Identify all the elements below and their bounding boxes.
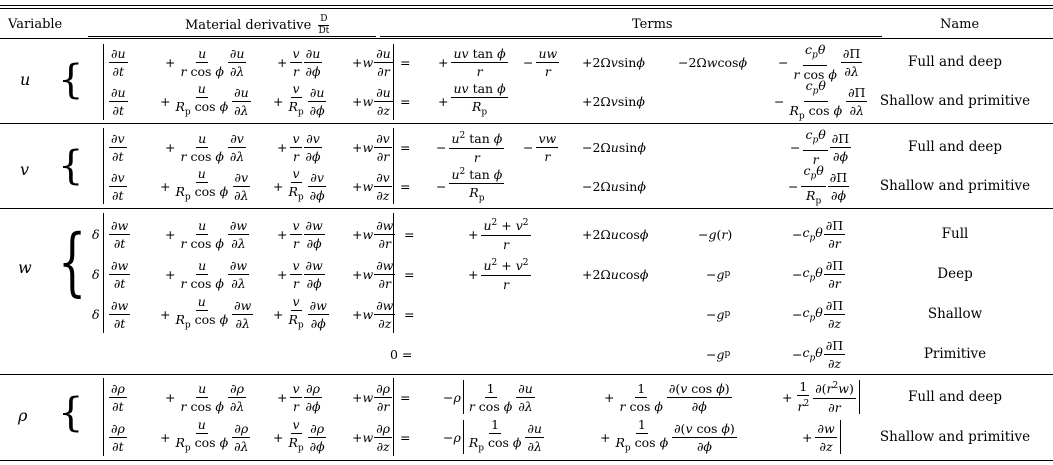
var-v: v <box>20 160 30 179</box>
eq-u-shallow: $\frac{\partial u}{\partial t}$ + $\frac{u}{R_p \cos \phi}$ $\frac{\partial u}{\partial\lambda}$ + $\frac{v}{R_p}$ $\frac{\partial u}{\partial\phi}$ + w $\frac{\partial u}{\partial z}$ = + $\frac{\text{uv tan ϕ}}{R_p}$ +2Ω v sin ϕ − $\frac{c_p\theta}{R_p \cos \phi}$ $\frac{\partial\Pi}{\partial\lambda}$ Shallow and primitive <box>0 81 1053 121</box>
eq-u-full: $\frac{\partial u}{\partial t}$ + $\frac{u}{\text{r cos ϕ}}$ $\frac{\partial u}{\partial\lambda}$ + $\frac{v}{r}$ $\frac{\partial u}{\partial\phi}$ + w $\frac{\partial u}{\partial r}$ = + $\frac{\text{uv tan ϕ}}{r}$ − $\frac{uw}{r}$ +2Ω v sin ϕ −2Ω w cos ϕ − $\frac{c_p\theta}{\text{r cos ϕ}}$ $\frac{\partial\Pi}{\partial\lambda}$ Full and deep <box>0 42 1053 82</box>
brace-rho: { <box>58 390 84 436</box>
eq-rho-shallow: $\frac{\partial\rho}{\partial t}$ + $\frac{u}{R_p \cos \phi}$ $\frac{\partial\rho}{\partial\lambda}$ + $\frac{v}{R_p}$ $\frac{\partial\rho}{\partial\phi}$ + w $\frac{\partial\rho}{\partial z}$ = − ρ $\frac{1}{R_p \cos \phi}$ $\frac{\partial u}{\partial\lambda}$ + $\frac{1}{R_p \cos \phi}$ $\frac{\text{∂(v cos ϕ)}}{\partial\phi}$ + $\frac{\partial w}{\partial z}$ Shallow and primitive <box>0 417 1053 457</box>
header-d-dt <box>316 15 331 36</box>
brace-v: { <box>58 143 84 189</box>
brace-w: { <box>58 219 87 305</box>
name-w-primitive: Primitive <box>923 346 987 362</box>
name-u-shallow: Shallow and primitive <box>879 93 1031 109</box>
terms-underline <box>380 36 882 37</box>
var-w: w <box>18 258 32 277</box>
name-w-deep: Deep <box>937 266 973 282</box>
d-den: Dt <box>318 26 330 36</box>
name-v-shallow: Shallow and primitive <box>879 178 1031 194</box>
name-v-full: Full and deep <box>908 139 1002 155</box>
rule-w <box>0 374 1053 375</box>
header-material <box>185 15 332 36</box>
d-num: D <box>320 14 328 24</box>
header-name: Name <box>940 17 980 32</box>
rule-u <box>0 123 1053 124</box>
eq-v-shallow: $\frac{\partial v}{\partial t}$ + $\frac{u}{R_p \cos \phi}$ $\frac{\partial v}{\partial\lambda}$ + $\frac{v}{R_p}$ $\frac{\partial v}{\partial\phi}$ + w $\frac{\partial v}{\partial z}$ = − $\frac{u^2 \tan \phi}{R_p}$ −2Ω u sin ϕ − $\frac{c_p\theta}{R_p}$ $\frac{\partial\Pi}{\partial\phi}$ Shallow and primitive <box>0 166 1053 206</box>
name-rho-full: Full and deep <box>908 389 1002 405</box>
eq-w-primitive: 0 = − g p − $c_p\theta$ $\frac{\partial\Pi}{\partial z}$ Primitive <box>0 334 1053 374</box>
header-terms: Terms <box>632 17 673 32</box>
rule-v <box>0 208 1053 209</box>
name-w-shallow: Shallow <box>927 306 983 322</box>
bottom-rule <box>0 460 1053 461</box>
name-u-full: Full and deep <box>908 54 1002 70</box>
header-material-label: Material derivative <box>185 18 312 33</box>
eq-w-full: δ $\frac{\partial w}{\partial t}$ + $\frac{u}{\text{r cos ϕ}}$ $\frac{\partial w}{\partial\lambda}$ + $\frac{v}{r}$ $\frac{\partial w}{\partial\phi}$ + w $\frac{\partial w}{\partial r}$ = + $\frac{u^2 + v^2}{r}$ +2Ω u cos ϕ − g ( r ) − $c_p\theta$ $\frac{\partial\Pi}{\partial r}$ Full <box>0 214 1053 254</box>
header-rule <box>0 38 1053 39</box>
eq-v-full: $\frac{\partial v}{\partial t}$ + $\frac{u}{\text{r cos ϕ}}$ $\frac{\partial v}{\partial\lambda}$ + $\frac{v}{r}$ $\frac{\partial v}{\partial\phi}$ + w $\frac{\partial v}{\partial r}$ = − $\frac{u^2 \tan \phi}{r}$ − $\frac{vw}{r}$ −2Ω u sin ϕ − $\frac{c_p\theta}{r}$ $\frac{\partial\Pi}{\partial\phi}$ Full and deep <box>0 127 1053 167</box>
name-rho-shallow: Shallow and primitive <box>879 429 1031 445</box>
name-w-full: Full <box>941 226 969 242</box>
header-variable: Variable <box>8 17 63 32</box>
eq-w-shallow: δ $\frac{\partial w}{\partial t}$ + $\frac{u}{R_p \cos \phi}$ $\frac{\partial w}{\partial\lambda}$ + $\frac{v}{R_p}$ $\frac{\partial w}{\partial\phi}$ + w $\frac{\partial w}{\partial z}$ = − g p − $c_p\theta$ $\frac{\partial\Pi}{\partial z}$ Shallow <box>0 294 1053 334</box>
var-rho: ρ <box>18 406 28 425</box>
material-underline <box>88 36 376 37</box>
var-u: u <box>20 70 31 89</box>
eq-rho-full: $\frac{\partial\rho}{\partial t}$ + $\frac{u}{\text{r cos ϕ}}$ $\frac{\partial\rho}{\partial\lambda}$ + $\frac{v}{r}$ $\frac{\partial\rho}{\partial\phi}$ + w $\frac{\partial\rho}{\partial r}$ = − ρ $\frac{1}{\text{r cos ϕ}}$ $\frac{\partial u}{\partial\lambda}$ + $\frac{1}{\text{r cos ϕ}}$ $\frac{\text{∂(v cos ϕ)}}{\partial\phi}$ + $\frac{1}{r^2}$ $\frac{\partial(r^2w)}{\partial r}$ Full and deep <box>0 377 1053 417</box>
brace-u: { <box>58 57 84 103</box>
top-rule-1 <box>0 5 1053 6</box>
eq-w-deep: δ $\frac{\partial w}{\partial t}$ + $\frac{u}{\text{r cos ϕ}}$ $\frac{\partial w}{\partial\lambda}$ + $\frac{v}{r}$ $\frac{\partial w}{\partial\phi}$ + w $\frac{\partial w}{\partial r}$ = + $\frac{u^2 + v^2}{r}$ +2Ω u cos ϕ − g p − $c_p\theta$ $\frac{\partial\Pi}{\partial r}$ Deep <box>0 254 1053 294</box>
top-rule-2 <box>0 8 1053 9</box>
